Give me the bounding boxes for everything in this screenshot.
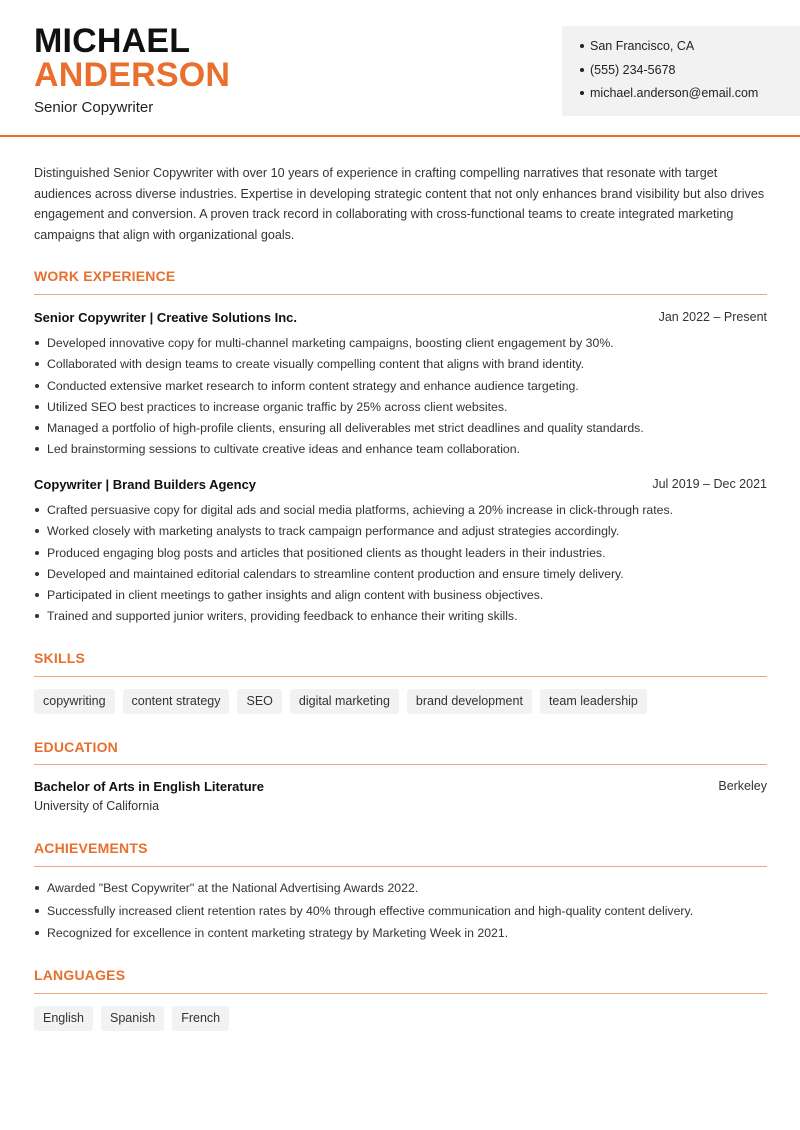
section-title-work: WORK EXPERIENCE <box>34 268 176 284</box>
edu-location: Berkeley <box>718 779 767 793</box>
language-tag: English <box>34 1006 93 1031</box>
skill-tag: team leadership <box>540 689 647 714</box>
job-role: Senior Copywriter | Creative Solutions Inc. <box>34 310 297 325</box>
achievement-bullets <box>34 880 767 948</box>
job-bullets <box>34 502 767 630</box>
first-name: MICHAEL <box>34 22 191 60</box>
job-dates: Jan 2022 – Present <box>658 310 767 324</box>
contact-box <box>562 26 800 116</box>
job-header <box>34 310 767 328</box>
list-item: Participated in client meetings to gather insights and align content with business objectives. <box>34 587 767 608</box>
contact-location: San Francisco, CA <box>580 38 800 62</box>
contact-phone: (555) 234-5678 <box>580 62 800 86</box>
job-header <box>34 477 767 495</box>
list-item: Awarded "Best Copywriter" at the National Advertising Awards 2022. <box>34 880 767 903</box>
list-item: Worked closely with marketing analysts to track campaign performance and adjust strategies accordingly. <box>34 523 767 544</box>
section-divider <box>34 294 767 295</box>
section-title-achievements: ACHIEVEMENTS <box>34 840 148 856</box>
list-item: Trained and supported junior writers, providing feedback to enhance their writing skills. <box>34 608 767 629</box>
skill-tag: SEO <box>237 689 281 714</box>
list-item: Collaborated with design teams to create visually compelling content that aligns with brand identity. <box>34 356 767 377</box>
section-divider <box>34 676 767 677</box>
skill-tag: content strategy <box>123 689 230 714</box>
job-title: Senior Copywriter <box>34 99 154 116</box>
language-tag: French <box>172 1006 229 1031</box>
skill-tag: copywriting <box>34 689 115 714</box>
contact-list <box>580 38 800 109</box>
last-name: ANDERSON <box>34 56 231 94</box>
section-divider <box>34 866 767 867</box>
list-item: Produced engaging blog posts and articles that positioned clients as thought leaders in their industries. <box>34 545 767 566</box>
summary: Distinguished Senior Copywriter with over 10 years of experience in crafting compelling narratives that resonate with target audiences across diverse industries. Expertise in developing strategic content that not only enhances brand visibility but also drives engagement and conversion. A proven track record in collaborating with cross-functional teams to create integrated marketing campaigns that align with organizational goals. <box>34 166 765 243</box>
section-title-languages: LANGUAGES <box>34 967 126 983</box>
list-item: Led brainstorming sessions to cultivate creative ideas and enhance team collaboration. <box>34 441 767 462</box>
language-tag: Spanish <box>101 1006 164 1031</box>
language-tags <box>34 1006 229 1031</box>
resume-header <box>0 0 800 137</box>
skills-tags <box>34 689 647 714</box>
skill-tag: digital marketing <box>290 689 399 714</box>
job-role: Copywriter | Brand Builders Agency <box>34 477 257 492</box>
section-divider <box>34 993 767 994</box>
skill-tag: brand development <box>407 689 532 714</box>
list-item: Conducted extensive market research to inform content strategy and enhance audience targeting. <box>34 378 767 399</box>
job-dates: Jul 2019 – Dec 2021 <box>652 477 767 491</box>
edu-school: University of California <box>34 799 160 813</box>
section-title-skills: SKILLS <box>34 650 85 666</box>
list-item: Utilized SEO best practices to increase organic traffic by 25% across client websites. <box>34 399 767 420</box>
section-divider <box>34 764 767 765</box>
list-item: Managed a portfolio of high-profile clients, ensuring all deliverables met strict deadlines and quality standards. <box>34 420 767 441</box>
edu-degree: Bachelor of Arts in English Literature <box>34 779 264 794</box>
list-item: Successfully increased client retention rates by 40% through effective communication and high-quality content delivery. <box>34 903 767 926</box>
contact-email[interactable]: michael.anderson@email.com <box>580 85 800 109</box>
list-item: Recognized for excellence in content marketing strategy by Marketing Week in 2021. <box>34 925 767 948</box>
job-bullets <box>34 335 767 463</box>
list-item: Crafted persuasive copy for digital ads and social media platforms, achieving a 20% increase in click-through rates. <box>34 502 767 523</box>
section-title-education: EDUCATION <box>34 739 118 755</box>
list-item: Developed and maintained editorial calendars to streamline content production and ensure timely delivery. <box>34 566 767 587</box>
list-item: Developed innovative copy for multi-channel marketing campaigns, boosting client engagement by 30%. <box>34 335 767 356</box>
